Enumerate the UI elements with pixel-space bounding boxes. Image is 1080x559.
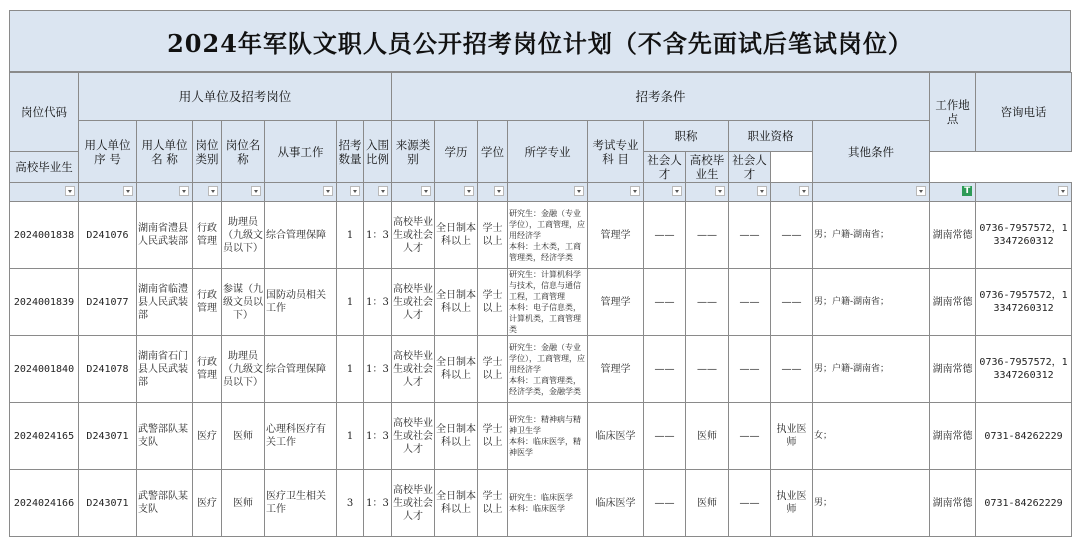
filter-dropdown-icon[interactable] bbox=[378, 186, 388, 196]
cell-post-code: 2024001840 bbox=[10, 336, 79, 403]
filter-dropdown-icon[interactable] bbox=[464, 186, 474, 196]
header-title-group: 职称 bbox=[644, 121, 729, 152]
cell-unit-seq: D241076 bbox=[79, 202, 137, 269]
cell-post-name: 医师 bbox=[222, 470, 265, 537]
cell-degree: 学士以上 bbox=[478, 336, 508, 403]
cell-post-name: 医师 bbox=[222, 403, 265, 470]
cell-work-location: 湖南常德 bbox=[930, 336, 976, 403]
cell-education: 全日制本科以上 bbox=[435, 336, 478, 403]
cell-other: 男；户籍-湖南省； bbox=[813, 336, 930, 403]
cell-quota: 1 bbox=[337, 202, 364, 269]
cell-phone: 0731-84262229 bbox=[976, 470, 1072, 537]
cell-title-grad: —— bbox=[644, 269, 686, 336]
cell-work: 国防动员相关工作 bbox=[265, 269, 337, 336]
cell-ratio: 1：3 bbox=[364, 336, 392, 403]
cell-qual-grad: —— bbox=[729, 202, 771, 269]
cell-work-location: 湖南常德 bbox=[930, 202, 976, 269]
cell-post-type: 行政管理 bbox=[193, 202, 222, 269]
cell-post-code: 2024024166 bbox=[10, 470, 79, 537]
cell-unit-name: 湖南省临澧县人民武装部 bbox=[137, 269, 193, 336]
cell-other: 男；户籍-湖南省； bbox=[813, 269, 930, 336]
filter-cell bbox=[79, 183, 137, 202]
cell-title-grad: —— bbox=[644, 403, 686, 470]
filter-dropdown-icon[interactable] bbox=[757, 186, 767, 196]
cell-exam-subject: 管理学 bbox=[588, 269, 644, 336]
filter-dropdown-icon[interactable] bbox=[323, 186, 333, 196]
cell-unit-seq: D241077 bbox=[79, 269, 137, 336]
cell-education: 全日制本科以上 bbox=[435, 470, 478, 537]
table-title: 2024年军队文职人员公开招考岗位计划（不含先面试后笔试岗位） bbox=[9, 10, 1071, 72]
cell-unit-name: 武警部队某支队 bbox=[137, 470, 193, 537]
header-education: 学历 bbox=[435, 121, 478, 183]
cell-qual-social: 执业医师 bbox=[771, 403, 813, 470]
cell-exam-subject: 临床医学 bbox=[588, 403, 644, 470]
cell-ratio: 1：3 bbox=[364, 202, 392, 269]
cell-unit-name: 湖南省澧县人民武装部 bbox=[137, 202, 193, 269]
cell-qual-social: 执业医师 bbox=[771, 470, 813, 537]
cell-post-type: 行政管理 bbox=[193, 269, 222, 336]
cell-exam-subject: 管理学 bbox=[588, 202, 644, 269]
filter-dropdown-icon[interactable] bbox=[916, 186, 926, 196]
cell-major: 研究生：金融（专业学位），工商管理，应用经济学 本科：土木类，工商管理类，经济学类 bbox=[508, 202, 588, 269]
cell-source: 高校毕业生或社会人才 bbox=[392, 470, 435, 537]
filter-cell bbox=[771, 183, 813, 202]
filter-cell bbox=[265, 183, 337, 202]
filter-dropdown-icon[interactable] bbox=[672, 186, 682, 196]
cell-education: 全日制本科以上 bbox=[435, 202, 478, 269]
cell-qual-social: —— bbox=[771, 202, 813, 269]
cell-other: 女； bbox=[813, 403, 930, 470]
header-title-grad: 高校毕业生 bbox=[10, 152, 79, 183]
filter-cell bbox=[193, 183, 222, 202]
cell-quota: 3 bbox=[337, 470, 364, 537]
filter-cell bbox=[588, 183, 644, 202]
header-unit-name: 用人单位名 称 bbox=[137, 121, 193, 183]
cell-major: 研究生：计算机科学与技术，信息与通信工程，工商管理 本科：电子信息类，计算机类，工商管理类 bbox=[508, 269, 588, 336]
cell-qual-social: —— bbox=[771, 336, 813, 403]
cell-title-social: 医师 bbox=[686, 403, 729, 470]
cell-unit-name: 湖南省石门县人民武装部 bbox=[137, 336, 193, 403]
filter-dropdown-icon[interactable] bbox=[421, 186, 431, 196]
cell-major: 研究生：精神病与精神卫生学 本科：临床医学，精神医学 bbox=[508, 403, 588, 470]
filter-cell bbox=[222, 183, 265, 202]
table-row bbox=[10, 336, 1072, 403]
cell-source: 高校毕业生或社会人才 bbox=[392, 202, 435, 269]
cell-quota: 1 bbox=[337, 336, 364, 403]
filter-cell bbox=[392, 183, 435, 202]
header-exam-subject: 考试专业科 目 bbox=[588, 121, 644, 183]
cell-degree: 学士以上 bbox=[478, 269, 508, 336]
cell-ratio: 1：3 bbox=[364, 470, 392, 537]
table-row bbox=[10, 470, 1072, 537]
cell-work-location: 湖南常德 bbox=[930, 269, 976, 336]
filter-dropdown-icon[interactable] bbox=[630, 186, 640, 196]
filter-dropdown-icon[interactable] bbox=[1058, 186, 1068, 196]
filter-cell bbox=[364, 183, 392, 202]
recruitment-table bbox=[9, 72, 1072, 537]
cell-education: 全日制本科以上 bbox=[435, 403, 478, 470]
header-post-code: 岗位代码 bbox=[10, 73, 79, 152]
header-work: 从事工作 bbox=[265, 121, 337, 183]
header-source: 来源类别 bbox=[392, 121, 435, 183]
cell-work-location: 湖南常德 bbox=[930, 403, 976, 470]
cell-degree: 学士以上 bbox=[478, 403, 508, 470]
filter-cell bbox=[435, 183, 478, 202]
header-title-social: 社会人才 bbox=[644, 152, 686, 183]
cell-work: 医疗卫生相关工作 bbox=[265, 470, 337, 537]
table-row bbox=[10, 403, 1072, 470]
cell-title-social: —— bbox=[686, 336, 729, 403]
cell-degree: 学士以上 bbox=[478, 470, 508, 537]
cell-unit-seq: D243071 bbox=[79, 470, 137, 537]
cell-ratio: 1：3 bbox=[364, 269, 392, 336]
cell-post-type: 医疗 bbox=[193, 470, 222, 537]
cell-title-grad: —— bbox=[644, 470, 686, 537]
header-qual-group: 职业资格 bbox=[729, 121, 813, 152]
cell-major: 研究生：金融（专业学位），工商管理，应用经济学 本科：工商管理类，经济学类，金融学类 bbox=[508, 336, 588, 403]
filter-cell bbox=[729, 183, 771, 202]
header-unit-seq: 用人单位序 号 bbox=[79, 121, 137, 183]
header-qual-grad: 高校毕业生 bbox=[686, 152, 729, 183]
cell-title-social: —— bbox=[686, 269, 729, 336]
cell-post-name: 助理员（九级文员以下） bbox=[222, 336, 265, 403]
cell-quota: 1 bbox=[337, 403, 364, 470]
cell-qual-grad: —— bbox=[729, 403, 771, 470]
filter-dropdown-icon[interactable] bbox=[208, 186, 218, 196]
cell-phone: 0736-7957572，13347260312 bbox=[976, 336, 1072, 403]
cell-exam-subject: 管理学 bbox=[588, 336, 644, 403]
filter-dropdown-icon[interactable] bbox=[350, 186, 360, 196]
cell-title-social: 医师 bbox=[686, 470, 729, 537]
cell-source: 高校毕业生或社会人才 bbox=[392, 269, 435, 336]
cell-post-code: 2024001839 bbox=[10, 269, 79, 336]
filter-cell bbox=[478, 183, 508, 202]
filter-cell bbox=[508, 183, 588, 202]
header-conditions-group: 招考条件 bbox=[392, 73, 930, 121]
header-post-type: 岗位类别 bbox=[193, 121, 222, 183]
cell-title-grad: —— bbox=[644, 202, 686, 269]
header-phone: 咨询电话 bbox=[976, 73, 1072, 152]
cell-post-code: 2024024165 bbox=[10, 403, 79, 470]
filter-cell bbox=[976, 183, 1072, 202]
cell-post-code: 2024001838 bbox=[10, 202, 79, 269]
cell-work: 综合管理保障 bbox=[265, 336, 337, 403]
filter-active-icon[interactable] bbox=[962, 186, 972, 196]
cell-work-location: 湖南常德 bbox=[930, 470, 976, 537]
filter-cell bbox=[930, 183, 976, 202]
cell-source: 高校毕业生或社会人才 bbox=[392, 403, 435, 470]
header-major: 所学专业 bbox=[508, 121, 588, 183]
header-work-location: 工作地点 bbox=[930, 73, 976, 152]
cell-other: 男； bbox=[813, 470, 930, 537]
filter-cell bbox=[813, 183, 930, 202]
table-row bbox=[10, 202, 1072, 269]
filter-dropdown-icon[interactable] bbox=[494, 186, 504, 196]
cell-qual-social: —— bbox=[771, 269, 813, 336]
cell-title-grad: —— bbox=[644, 336, 686, 403]
filter-dropdown-icon[interactable] bbox=[123, 186, 133, 196]
cell-post-name: 参谋（九级文员以下） bbox=[222, 269, 265, 336]
cell-major: 研究生：临床医学 本科：临床医学 bbox=[508, 470, 588, 537]
filter-dropdown-icon[interactable] bbox=[65, 186, 75, 196]
header-degree: 学位 bbox=[478, 121, 508, 183]
table-row bbox=[10, 269, 1072, 336]
filter-cell bbox=[137, 183, 193, 202]
filter-cell bbox=[686, 183, 729, 202]
filter-dropdown-icon[interactable] bbox=[574, 186, 584, 196]
cell-qual-grad: —— bbox=[729, 269, 771, 336]
cell-education: 全日制本科以上 bbox=[435, 269, 478, 336]
cell-degree: 学士以上 bbox=[478, 202, 508, 269]
cell-phone: 0731-84262229 bbox=[976, 403, 1072, 470]
cell-qual-grad: —— bbox=[729, 336, 771, 403]
cell-post-type: 行政管理 bbox=[193, 336, 222, 403]
header-row-1 bbox=[10, 73, 1072, 121]
cell-phone: 0736-7957572，13347260312 bbox=[976, 202, 1072, 269]
cell-unit-name: 武警部队某支队 bbox=[137, 403, 193, 470]
filter-cell bbox=[10, 183, 79, 202]
cell-title-social: —— bbox=[686, 202, 729, 269]
filter-row bbox=[10, 183, 1072, 202]
cell-post-type: 医疗 bbox=[193, 403, 222, 470]
cell-unit-seq: D241078 bbox=[79, 336, 137, 403]
cell-source: 高校毕业生或社会人才 bbox=[392, 336, 435, 403]
header-quota: 招考数量 bbox=[337, 121, 364, 183]
filter-dropdown-icon[interactable] bbox=[715, 186, 725, 196]
header-other: 其他条件 bbox=[813, 121, 930, 183]
cell-exam-subject: 临床医学 bbox=[588, 470, 644, 537]
cell-phone: 0736-7957572，13347260312 bbox=[976, 269, 1072, 336]
cell-ratio: 1：3 bbox=[364, 403, 392, 470]
header-qual-social: 社会人才 bbox=[729, 152, 771, 183]
header-post-name: 岗位名称 bbox=[222, 121, 265, 183]
cell-unit-seq: D243071 bbox=[79, 403, 137, 470]
filter-cell bbox=[644, 183, 686, 202]
cell-post-name: 助理员（九级文员以下） bbox=[222, 202, 265, 269]
header-employer-group: 用人单位及招考岗位 bbox=[79, 73, 392, 121]
filter-dropdown-icon[interactable] bbox=[799, 186, 809, 196]
cell-work: 心理科医疗有关工作 bbox=[265, 403, 337, 470]
filter-cell bbox=[337, 183, 364, 202]
cell-other: 男；户籍-湖南省； bbox=[813, 202, 930, 269]
header-ratio: 入围比例 bbox=[364, 121, 392, 183]
cell-quota: 1 bbox=[337, 269, 364, 336]
filter-dropdown-icon[interactable] bbox=[179, 186, 189, 196]
cell-qual-grad: —— bbox=[729, 470, 771, 537]
header-row-2 bbox=[10, 121, 1072, 152]
filter-dropdown-icon[interactable] bbox=[251, 186, 261, 196]
cell-work: 综合管理保障 bbox=[265, 202, 337, 269]
